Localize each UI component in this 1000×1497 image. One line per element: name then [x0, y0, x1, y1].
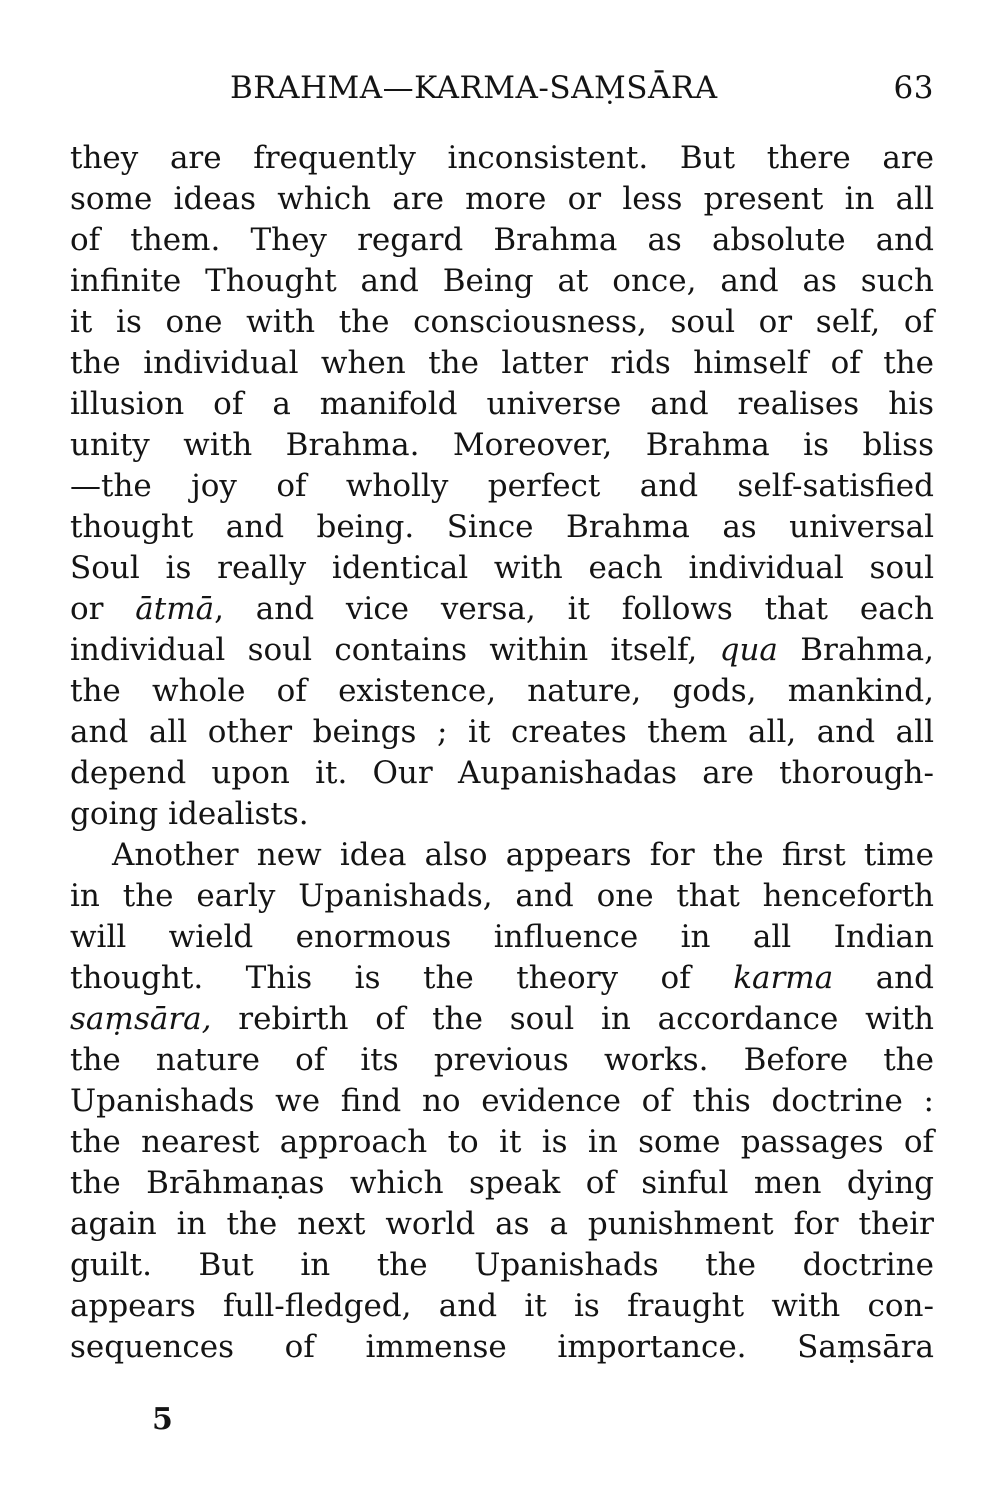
italic-term: karma [733, 960, 834, 996]
text-segment: , and vice versa, it follows that each [214, 591, 934, 627]
text-segment: rebirth of the soul in accordance with [211, 1001, 934, 1037]
text-segment: individual soul contains within itself, [70, 632, 720, 668]
text-segment: thought. This is the theory of [70, 960, 734, 996]
text-segment: depend upon it. Our Aupanishadas are thorough- [70, 755, 934, 791]
text-line [70, 753, 934, 794]
text-line [70, 220, 934, 261]
text-segment: will wield enormous influence in all Indian [70, 919, 934, 955]
body-text [70, 138, 934, 1368]
text-segment: they are frequently inconsistent. But there are [70, 140, 934, 176]
text-line [70, 999, 934, 1040]
text-line [70, 507, 934, 548]
text-segment: some ideas which are more or less present in all [70, 181, 934, 217]
text-segment: of them. They regard Brahma as absolute and [70, 222, 934, 258]
text-line [70, 876, 934, 917]
text-segment: Soul is really identical with each individual soul [70, 550, 934, 586]
text-segment: again in the next world as a punishment for their [70, 1206, 934, 1242]
text-line [70, 302, 934, 343]
text-segment: and all other beings ; it creates them all, and all [70, 714, 934, 750]
text-line [70, 1081, 934, 1122]
text-segment: or [70, 591, 136, 627]
text-line [70, 671, 934, 712]
text-segment: and [833, 960, 934, 996]
text-segment: illusion of a manifold universe and realises his [70, 386, 934, 422]
text-line [70, 425, 934, 466]
text-line [70, 343, 934, 384]
text-line [70, 384, 934, 425]
text-segment: Upanishads we find no evidence of this doctrine : [70, 1083, 934, 1119]
text-segment: the whole of existence, nature, gods, mankind, [70, 673, 934, 709]
text-line [70, 1327, 934, 1368]
text-line [70, 1286, 934, 1327]
text-segment: thought and being. Since Brahma as universal [70, 509, 934, 545]
text-line [70, 1122, 934, 1163]
page-number: 63 [893, 70, 934, 106]
text-segment: unity with Brahma. Moreover, Brahma is bliss [70, 427, 934, 463]
text-line [70, 1040, 934, 1081]
text-segment: appears full-fledged, and it is fraught with con- [70, 1288, 934, 1324]
text-line [70, 1204, 934, 1245]
italic-term: qua [719, 632, 778, 668]
running-head [70, 60, 934, 116]
text-segment: sequences of immense importance. Saṃsāra [70, 1329, 934, 1365]
text-segment: Another new idea also appears for the first time [112, 837, 934, 873]
text-line [70, 548, 934, 589]
text-line [70, 1245, 934, 1286]
text-segment: the nature of its previous works. Before the [70, 1042, 934, 1078]
text-line [70, 261, 934, 302]
text-line [70, 466, 934, 507]
text-segment: Brahma, [777, 632, 934, 668]
text-segment: in the early Upanishads, and one that henceforth [70, 878, 934, 914]
text-segment: the Brāhmaṇas which speak of sinful men dying [70, 1165, 934, 1201]
text-segment: —the joy of wholly perfect and self-satisfied [70, 468, 934, 504]
text-line [70, 835, 934, 876]
text-line [70, 630, 934, 671]
text-line [70, 179, 934, 220]
text-line [70, 794, 934, 835]
italic-term: saṃsāra, [70, 1001, 212, 1037]
text-segment: going idealists. [70, 796, 309, 832]
text-line [70, 589, 934, 630]
text-line [70, 138, 934, 179]
text-line [70, 917, 934, 958]
text-line [70, 712, 934, 753]
text-line [70, 1163, 934, 1204]
signature-mark: 5 [152, 1402, 173, 1437]
text-segment: infinite Thought and Being at once, and as such [70, 263, 934, 299]
text-segment: the individual when the latter rids himself of the [70, 345, 934, 381]
text-segment: the nearest approach to it is in some passages of [70, 1124, 934, 1160]
italic-term: ātmā [135, 591, 215, 627]
text-line [70, 958, 934, 999]
text-segment: it is one with the consciousness, soul or self, of [70, 304, 934, 340]
text-segment: guilt. But in the Upanishads the doctrine [70, 1247, 934, 1283]
running-head-title: BRAHMA—KARMA-SAṂSĀRA [230, 70, 718, 106]
